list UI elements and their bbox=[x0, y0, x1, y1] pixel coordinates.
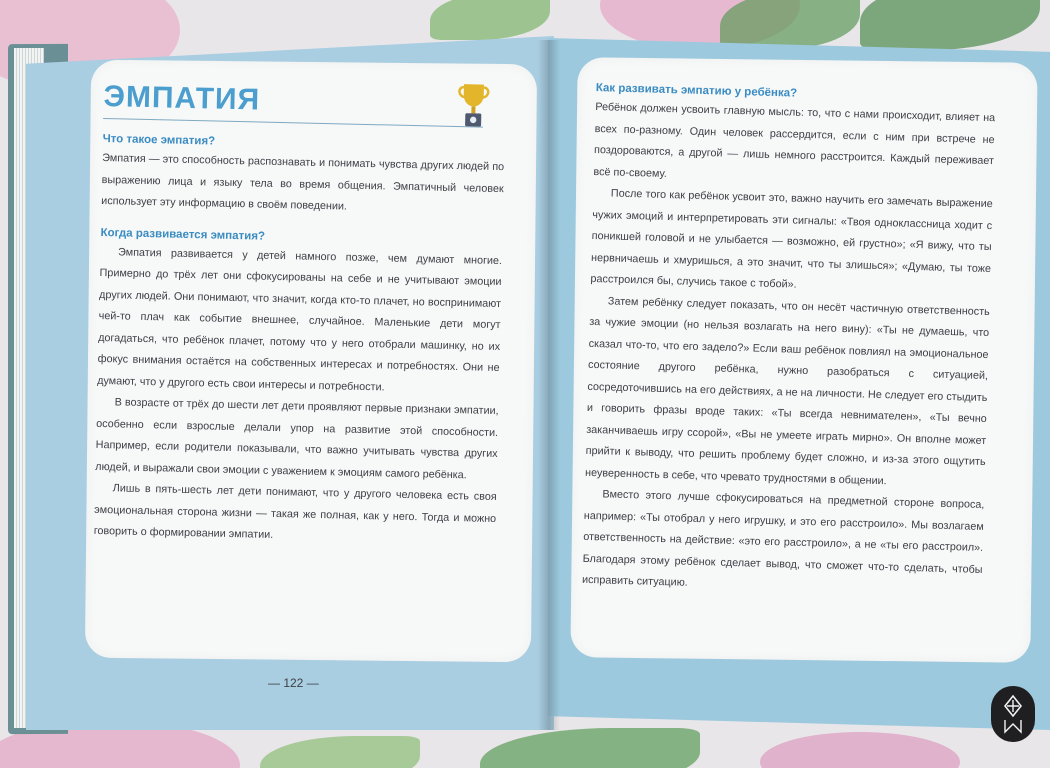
left-page-content bbox=[94, 80, 506, 552]
trophy-icon bbox=[455, 80, 492, 131]
section-heading-what-is-empathy: Что такое эмпатия? bbox=[102, 132, 216, 148]
paragraph: Вместо этого лучше сфокусироваться на предметной стороне вопроса, например: «Ты отобрал у него игрушку, и это его расстроило». Мы возлагаем ответственность на действие: «это его расстроило», а не «ты его расстроил». Благодаря этому ребёнок сделает вывод, что сможет что-то сделать, чтобы исправить ситуацию. bbox=[581, 488, 985, 589]
paragraph: После того как ребёнок усвоит это, важно научить его замечать выражение чужих эмоций и интерпретировать эти сигналы: «Твоя одноклассница ходит с поникшей головой и не улыбается — возможно, ей грустно»; «Я вижу, что ты нервничаешь и хмуришься, а это значит, что ты злишься»; «Думаю, ты тоже расстроился бы, случись такое с тобой». bbox=[590, 187, 993, 291]
paragraph: Ребёнок должен усвоить главную мысль: то, что с нами происходит, влияет на всех по-разному. Один человек рассердится, если с ним при встрече не поздороваются, а другой — лишь немного расстроится. Каждый переживает всё по-своему. bbox=[593, 100, 996, 180]
paragraph: Эмпатия — это способность распознавать и понимать чувства других людей по выражению лица и языку тела во время общения. Эмпатичный человек использует эту информацию в своём поведении. bbox=[101, 151, 505, 213]
paragraph: В возрасте от трёх до шести лет дети проявляют первые признаки эмпатии, особенно если взрослые делали упор на развитие этой способности. Например, если родители показывали, что важно учитывать чувства других людей, и выражали свои эмоции с уважением к эмоциям самого ребёнка. bbox=[95, 396, 499, 481]
watermark-logo-graphic bbox=[991, 686, 1035, 742]
paragraph: Лишь в пять-шесть лет дети понимают, что у другого человека есть своя эмоциональная сторона жизни — такая же полная, как у него. Тогда и можно говорить о формировании эмпатии. bbox=[93, 482, 497, 541]
page-title: ЭМПАТИЯ bbox=[103, 80, 261, 117]
watermark-logo-icon bbox=[991, 686, 1035, 742]
right-page-content bbox=[582, 82, 996, 602]
paragraph: Затем ребёнку следует показать, что он несёт частичную ответственность за чужие эмоции (но нельзя возлагать на него вину): «Ты не думаешь, что сказал что-то, что его задело?» Если ваш ребёнок повлиял на эмоциональное состояние другого ребёнка, нужно разобраться с ситуацией, сосредоточившись на его действиях, а не на личности. Не следует его стыдить и говорить фразы вроде таких: «Ты всегда невнимателен», «Ты вечно заканчиваешь игру ссорой», «Вы не умеете играть мирно». Он вполне может прийти к выводу, что решить проблему будет сложно, и из-за этого ощутить неуверенность в себе, что чревато трудностями в общении. bbox=[584, 294, 990, 487]
paragraph: Эмпатия развивается у детей намного позже, чем думают многие. Примерно до трёх лет они сфокусированы на себе и не учитывают эмоции других людей. Они понимают, что значит, когда кто-то плачет, но воспринимают чей-то плач как событие внешнее, случайное. Маленькие дети могут догадаться, что ребёнок плачет, потому что у него отобрали машинку, но их фокус внимания остаётся на собственных интересах и потребностях. Они не думают, что у другого есть свои интересы и потребности. bbox=[97, 245, 503, 393]
section-heading-when-develops: Когда развивается эмпатия? bbox=[100, 226, 266, 243]
section-heading-how-to-develop: Как развивать эмпатию у ребёнка? bbox=[595, 82, 798, 100]
page-number: — 122 — bbox=[268, 676, 319, 690]
book-gutter bbox=[538, 40, 560, 730]
